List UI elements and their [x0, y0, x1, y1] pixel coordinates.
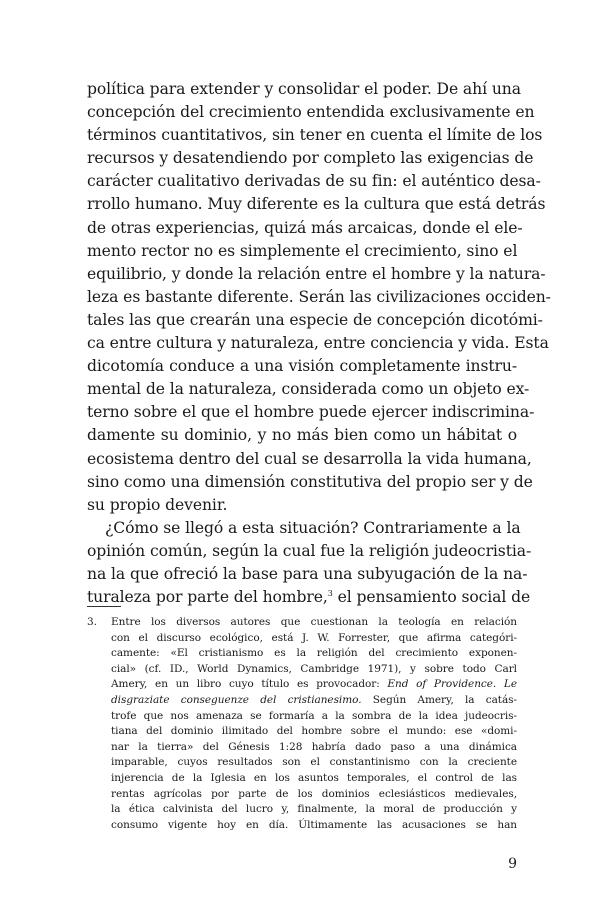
footnote-line: rentas agrícolas por parte de los dominios eclesiásticos medievales, [111, 787, 517, 800]
text-line: política para extender y consolidar el poder. De ahí una [87, 80, 521, 98]
footnote-separator [87, 606, 121, 607]
text-line-with-footnote-ref [87, 586, 531, 609]
text-line: leza es bastante diferente. Serán las civilizaciones occiden- [87, 287, 551, 306]
footnote-line: trofe que nos amenaza se formaría a la sombra de la idea judeocris- [111, 709, 517, 722]
text-line: equilibrio, y donde la relación entre el hombre y la natura- [87, 264, 546, 283]
footnote-line: con el discurso ecológico, está J. W. Forrester, que afirma categóri- [111, 631, 517, 644]
text-line: tales las que crearán una especie de concepción dicotómi- [87, 310, 543, 329]
text-line: damente su dominio, y no más bien como un hábitat o [87, 426, 517, 445]
text-fragment: Según Amery, la catás- [361, 693, 518, 706]
main-text [87, 78, 551, 609]
book-title-fragment: End of Providence. Le [387, 678, 517, 691]
footnote-line: Entre los diversos autores que cuestionan la teología en relación [111, 616, 517, 628]
footnote-line: imparable, cuyos resultados son el constantinismo con la creciente [111, 756, 517, 769]
text-line: ecosistema dentro del cual se desarrolla la vida humana, [87, 449, 532, 468]
page-number: 9 [508, 856, 517, 872]
text-line: de otras experiencias, quizá más arcaicas, donde el ele- [87, 218, 523, 237]
text-line: su propio devenir. [87, 495, 228, 514]
footnote [87, 615, 517, 833]
footnote-line: cial» (cf. ID., World Dynamics, Cambridge 1971), y sobre todo Carl [111, 662, 517, 675]
text-fragment: el pensamiento social de [332, 588, 531, 607]
text-line: dicotomía conduce a una visión completamente instru- [87, 357, 517, 376]
footnote-reference[interactable]: 3 [327, 589, 333, 599]
paragraph-2 [87, 517, 532, 609]
text-line: na la que ofreció la base para una subyugación de la na- [87, 564, 528, 583]
paragraph-1 [87, 78, 551, 517]
text-line: mento rector no es simplemente el crecimiento, sino el [87, 241, 518, 260]
text-fragment: Amery, en un libro cuyo título es provocador: [111, 678, 388, 691]
text-line: recursos y desatendiendo por completo las exigencias de [87, 149, 534, 168]
text-line: terno sobre el que el hombre puede ejercer indiscrimina- [87, 403, 535, 422]
footnote-line: tiana del dominio ilimitado del hombre sobre el mundo: ese «domi- [111, 725, 517, 738]
text-line: opinión común, según la cual fue la religión judeocristia- [87, 541, 532, 560]
text-line: sino como una dimensión constitutiva del propio ser y de [87, 472, 533, 491]
footnote-line [111, 677, 517, 693]
footnote-line: camente: «El cristianismo es la religión del crecimiento exponen- [111, 647, 517, 660]
footnote-line: nar la tierra» del Génesis 1:28 habría dado paso a una dinámica [111, 740, 517, 753]
footnote-line [111, 693, 517, 709]
text-fragment: turaleza por parte del hombre, [87, 588, 328, 607]
text-line: carácter cualitativo derivadas de su fin: el auténtico desa- [87, 172, 541, 191]
text-line: ¿Cómo se llegó a esta situación? Contrariamente a la [105, 518, 521, 537]
text-line: concepción del crecimiento entendida exclusivamente en [87, 103, 535, 122]
footnote-line: injerencia de la Iglesia en los asuntos temporales, el control de las [111, 771, 517, 784]
text-line: rrollo humano. Muy diferente es la cultura que está detrás [87, 195, 546, 214]
footnote-line: consumo vigente hoy en día. Últimamente las acusaciones se han [111, 818, 517, 831]
text-line: mental de la naturaleza, considerada como un objeto ex- [87, 380, 530, 399]
text-line: ca entre cultura y naturaleza, entre conciencia y vida. Esta [87, 334, 549, 353]
footnote-line: la ética calvinista del lucro y, finalmente, la moral de producción y [111, 803, 517, 816]
text-line: términos cuantitativos, sin tener en cuenta el límite de los [87, 126, 543, 145]
book-title-fragment: disgraziate conseguenze del cristianesimo. [111, 693, 362, 706]
footnote-body [111, 615, 517, 833]
footnote-number: 3. [87, 616, 97, 628]
